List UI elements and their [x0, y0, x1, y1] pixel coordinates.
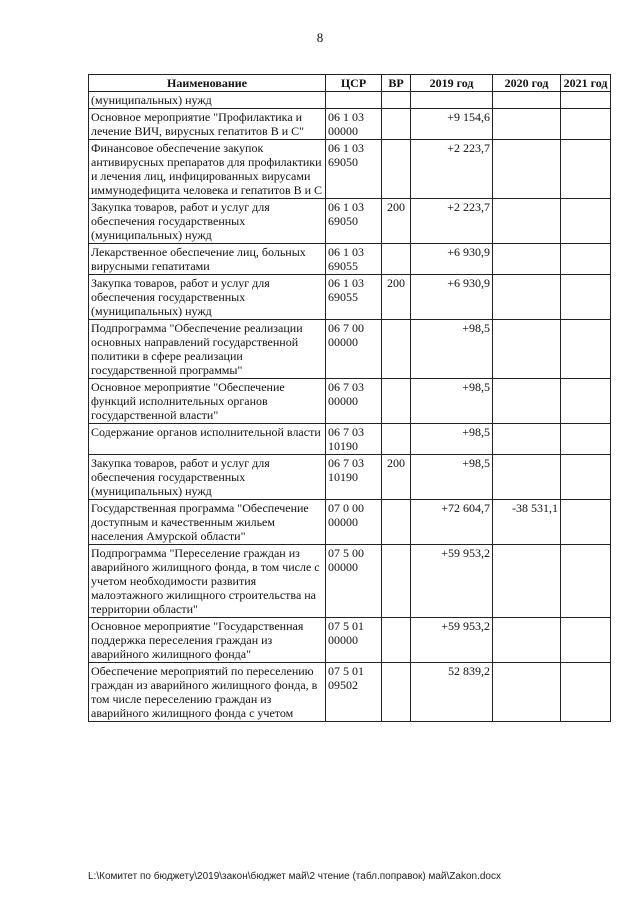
cell-2020 — [493, 244, 561, 275]
cell-vr: 200 — [382, 275, 411, 320]
cell-2021 — [561, 618, 611, 663]
cell-2021 — [561, 379, 611, 424]
cell-2020 — [493, 424, 561, 455]
table-row — [89, 275, 611, 320]
cell-csr: 07 5 01 00000 — [326, 618, 382, 663]
table-row — [89, 379, 611, 424]
cell-csr: 06 1 03 00000 — [326, 109, 382, 140]
header-vr: ВР — [382, 75, 411, 92]
table-row — [89, 500, 611, 545]
cell-csr: 06 7 03 00000 — [326, 379, 382, 424]
table-row — [89, 618, 611, 663]
table-row — [89, 244, 611, 275]
cell-2020 — [493, 455, 561, 500]
cell-vr: 200 — [382, 455, 411, 500]
cell-name: Закупка товаров, работ и услуг для обеспечения государственных (муниципальных) нужд — [89, 275, 326, 320]
cell-csr: 06 7 00 00000 — [326, 320, 382, 379]
cell-2021 — [561, 92, 611, 109]
cell-2019: +59 953,2 — [411, 545, 493, 618]
cell-name: Закупка товаров, работ и услуг для обеспечения государственных (муниципальных) нужд — [89, 199, 326, 244]
table-row — [89, 455, 611, 500]
cell-2020 — [493, 379, 561, 424]
cell-vr — [382, 92, 411, 109]
cell-vr — [382, 244, 411, 275]
cell-2019 — [411, 92, 493, 109]
cell-2020 — [493, 92, 561, 109]
header-csr: ЦСР — [326, 75, 382, 92]
cell-2020: -38 531,1 — [493, 500, 561, 545]
cell-2021 — [561, 663, 611, 722]
cell-name: Основное мероприятие "Обеспечение функций исполнительных органов государственной власти" — [89, 379, 326, 424]
table-row — [89, 109, 611, 140]
cell-2020 — [493, 199, 561, 244]
cell-name: Подпрограмма "Переселение граждан из аварийного жилищного фонда, в том числе с учетом необходимости развития малоэтажного жилищного строительства на территории области" — [89, 545, 326, 618]
cell-2019: +98,5 — [411, 424, 493, 455]
cell-2019: +98,5 — [411, 455, 493, 500]
cell-vr — [382, 663, 411, 722]
cell-2019: +6 930,9 — [411, 275, 493, 320]
cell-csr: 07 5 01 09502 — [326, 663, 382, 722]
cell-vr — [382, 320, 411, 379]
budget-table — [88, 74, 611, 722]
cell-2020 — [493, 320, 561, 379]
header-2020: 2020 год — [493, 75, 561, 92]
table-header-row — [89, 75, 611, 92]
cell-name: (муниципальных) нужд — [89, 92, 326, 109]
table-row — [89, 663, 611, 722]
cell-2020 — [493, 140, 561, 199]
cell-csr — [326, 92, 382, 109]
cell-2019: +98,5 — [411, 320, 493, 379]
cell-2021 — [561, 244, 611, 275]
cell-csr: 06 1 03 69055 — [326, 244, 382, 275]
cell-2019: +98,5 — [411, 379, 493, 424]
cell-2019: +2 223,7 — [411, 199, 493, 244]
cell-vr — [382, 109, 411, 140]
cell-name: Основное мероприятие "Профилактика и лечение ВИЧ, вирусных гепатитов В и С" — [89, 109, 326, 140]
cell-vr — [382, 545, 411, 618]
cell-2019: +59 953,2 — [411, 618, 493, 663]
cell-name: Подпрограмма "Обеспечение реализации основных направлений государственной политики в сфере реализации государственной программы" — [89, 320, 326, 379]
cell-vr — [382, 618, 411, 663]
cell-name: Закупка товаров, работ и услуг для обеспечения государственных (муниципальных) нужд — [89, 455, 326, 500]
cell-2020 — [493, 618, 561, 663]
cell-2021 — [561, 320, 611, 379]
cell-name: Содержание органов исполнительной власти — [89, 424, 326, 455]
header-name: Наименование — [89, 75, 326, 92]
cell-name: Финансовое обеспечение закупок антивирусных препаратов для профилактики и лечения лиц, инфицированных вирусами иммунодефицита человека и гепатитов В и С — [89, 140, 326, 199]
cell-2019: +6 930,9 — [411, 244, 493, 275]
cell-csr: 06 1 03 69050 — [326, 140, 382, 199]
cell-2020 — [493, 545, 561, 618]
table-row — [89, 199, 611, 244]
cell-2019: +72 604,7 — [411, 500, 493, 545]
cell-csr: 06 1 03 69050 — [326, 199, 382, 244]
cell-2019: +2 223,7 — [411, 140, 493, 199]
cell-2020 — [493, 109, 561, 140]
cell-2020 — [493, 663, 561, 722]
cell-vr — [382, 140, 411, 199]
page-number: 8 — [316, 30, 324, 45]
cell-csr: 06 7 03 10190 — [326, 424, 382, 455]
cell-2019: 52 839,2 — [411, 663, 493, 722]
cell-csr: 06 1 03 69055 — [326, 275, 382, 320]
header-2021: 2021 год — [561, 75, 611, 92]
cell-2021 — [561, 545, 611, 618]
cell-vr: 200 — [382, 199, 411, 244]
cell-2021 — [561, 140, 611, 199]
table-row — [89, 424, 611, 455]
table-row — [89, 92, 611, 109]
cell-2021 — [561, 199, 611, 244]
cell-csr: 06 7 03 10190 — [326, 455, 382, 500]
cell-name: Обеспечение мероприятий по переселению граждан из аварийного жилищного фонда, в том числе переселению граждан из аварийного жилищного фонда с учетом — [89, 663, 326, 722]
header-2019: 2019 год — [411, 75, 493, 92]
cell-vr — [382, 379, 411, 424]
cell-2021 — [561, 424, 611, 455]
cell-name: Лекарственное обеспечение лиц, больных вирусными гепатитами — [89, 244, 326, 275]
table-body — [89, 92, 611, 722]
table-row — [89, 320, 611, 379]
table-row — [89, 140, 611, 199]
cell-2019: +9 154,6 — [411, 109, 493, 140]
cell-vr — [382, 424, 411, 455]
cell-csr: 07 5 00 00000 — [326, 545, 382, 618]
cell-2021 — [561, 109, 611, 140]
cell-2020 — [493, 275, 561, 320]
cell-vr — [382, 500, 411, 545]
cell-2021 — [561, 500, 611, 545]
table-row — [89, 545, 611, 618]
cell-2021 — [561, 455, 611, 500]
cell-csr: 07 0 00 00000 — [326, 500, 382, 545]
cell-name: Государственная программа "Обеспечение доступным и качественным жильем населения Амурской области" — [89, 500, 326, 545]
cell-2021 — [561, 275, 611, 320]
file-path-footer: L:\Комитет по бюджету\2019\закон\бюджет май\2 чтение (табл.поправок) май\Zakon.docx — [88, 871, 501, 882]
cell-name: Основное мероприятие "Государственная поддержка переселения граждан из аварийного жилищного фонда" — [89, 618, 326, 663]
